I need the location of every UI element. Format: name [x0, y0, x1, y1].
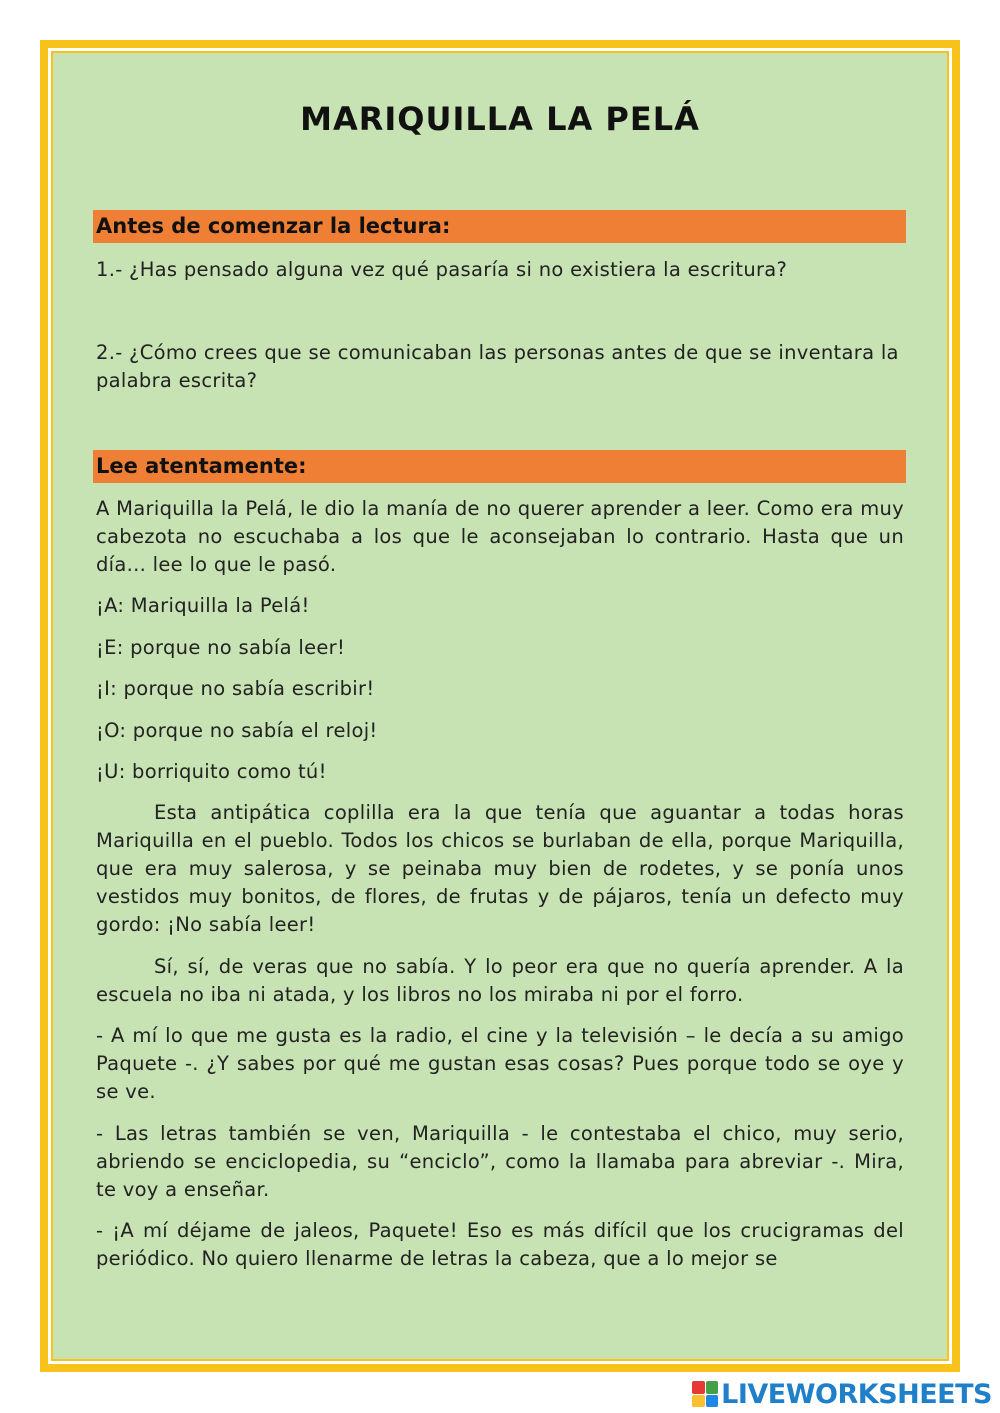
logo-square-blue	[706, 1395, 719, 1408]
story-paragraph-1: Esta antipática coplilla era la que tenía que aguantar a todas horas Mariquilla en el pueblo. Todos los chicos se burlaban de ella, porque Mariquilla, que era muy salerosa, y se peinaba muy bien de rodetes, y se ponía unos vestidos muy bonitos, de flores, de frutas y de pájaros, tenía un defecto muy gordo: ¡No sabía leer!	[96, 801, 904, 936]
question-1: 1.- ¿Has pensado alguna vez qué pasaría si no existiera la escritura?	[96, 258, 788, 281]
verse-line-e: ¡E: porque no sabía leer!	[96, 636, 346, 659]
liveworksheets-brand	[692, 1377, 992, 1411]
story-paragraph-3: - A mí lo que me gusta es la radio, el cine y la televisión – le decía a su amigo Paquete -. ¿Y sabes por qué me gustan esas cosas? Pues porque todo se oye y se ve.	[96, 1024, 904, 1103]
section-heading-before-reading: Antes de comenzar la lectura:	[93, 210, 906, 243]
logo-square-green	[706, 1381, 719, 1394]
story-paragraph-4: - Las letras también se ven, Mariquilla - le contestaba el chico, muy serio, abriendo se enciclopedia, su “enciclo”, como la llamaba para abreviar -. Mira, te voy a enseñar.	[96, 1122, 904, 1201]
verse-line-a: ¡A: Mariquilla la Pelá!	[96, 594, 310, 617]
story-paragraph-2: Sí, sí, de veras que no sabía. Y lo peor era que no quería aprender. A la escuela no iba ni atada, y los libros no los miraba ni por el forro.	[96, 955, 904, 1006]
page-title: MARIQUILLA LA PELÁ	[300, 100, 700, 138]
verse-line-i: ¡I: porque no sabía escribir!	[96, 677, 375, 700]
section-heading-read-carefully: Lee atentamente:	[93, 450, 906, 483]
story-paragraph-5: - ¡A mí déjame de jaleos, Paquete! Eso es más difícil que los crucigramas del periódico. No quiero llenarme de letras la cabeza, que a lo mejor se	[96, 1219, 904, 1270]
question-2: 2.- ¿Cómo crees que se comunicaban las personas antes de que se inventara la palabra escrita?	[96, 341, 899, 392]
liveworksheets-logo-icon	[692, 1381, 718, 1407]
logo-square-red	[692, 1381, 705, 1394]
brand-text: LIVEWORKSHEETS	[721, 1378, 992, 1410]
verse-line-u: ¡U: borriquito como tú!	[96, 760, 327, 783]
intro-paragraph: A Mariquilla la Pelá, le dio la manía de no querer aprender a leer. Como era muy cabezota no escuchaba a los que le aconsejaban lo contrario. Hasta que un día... lee lo que le pasó.	[96, 497, 904, 576]
logo-square-yellow	[692, 1395, 705, 1408]
verse-line-o: ¡O: porque no sabía el reloj!	[96, 719, 378, 742]
